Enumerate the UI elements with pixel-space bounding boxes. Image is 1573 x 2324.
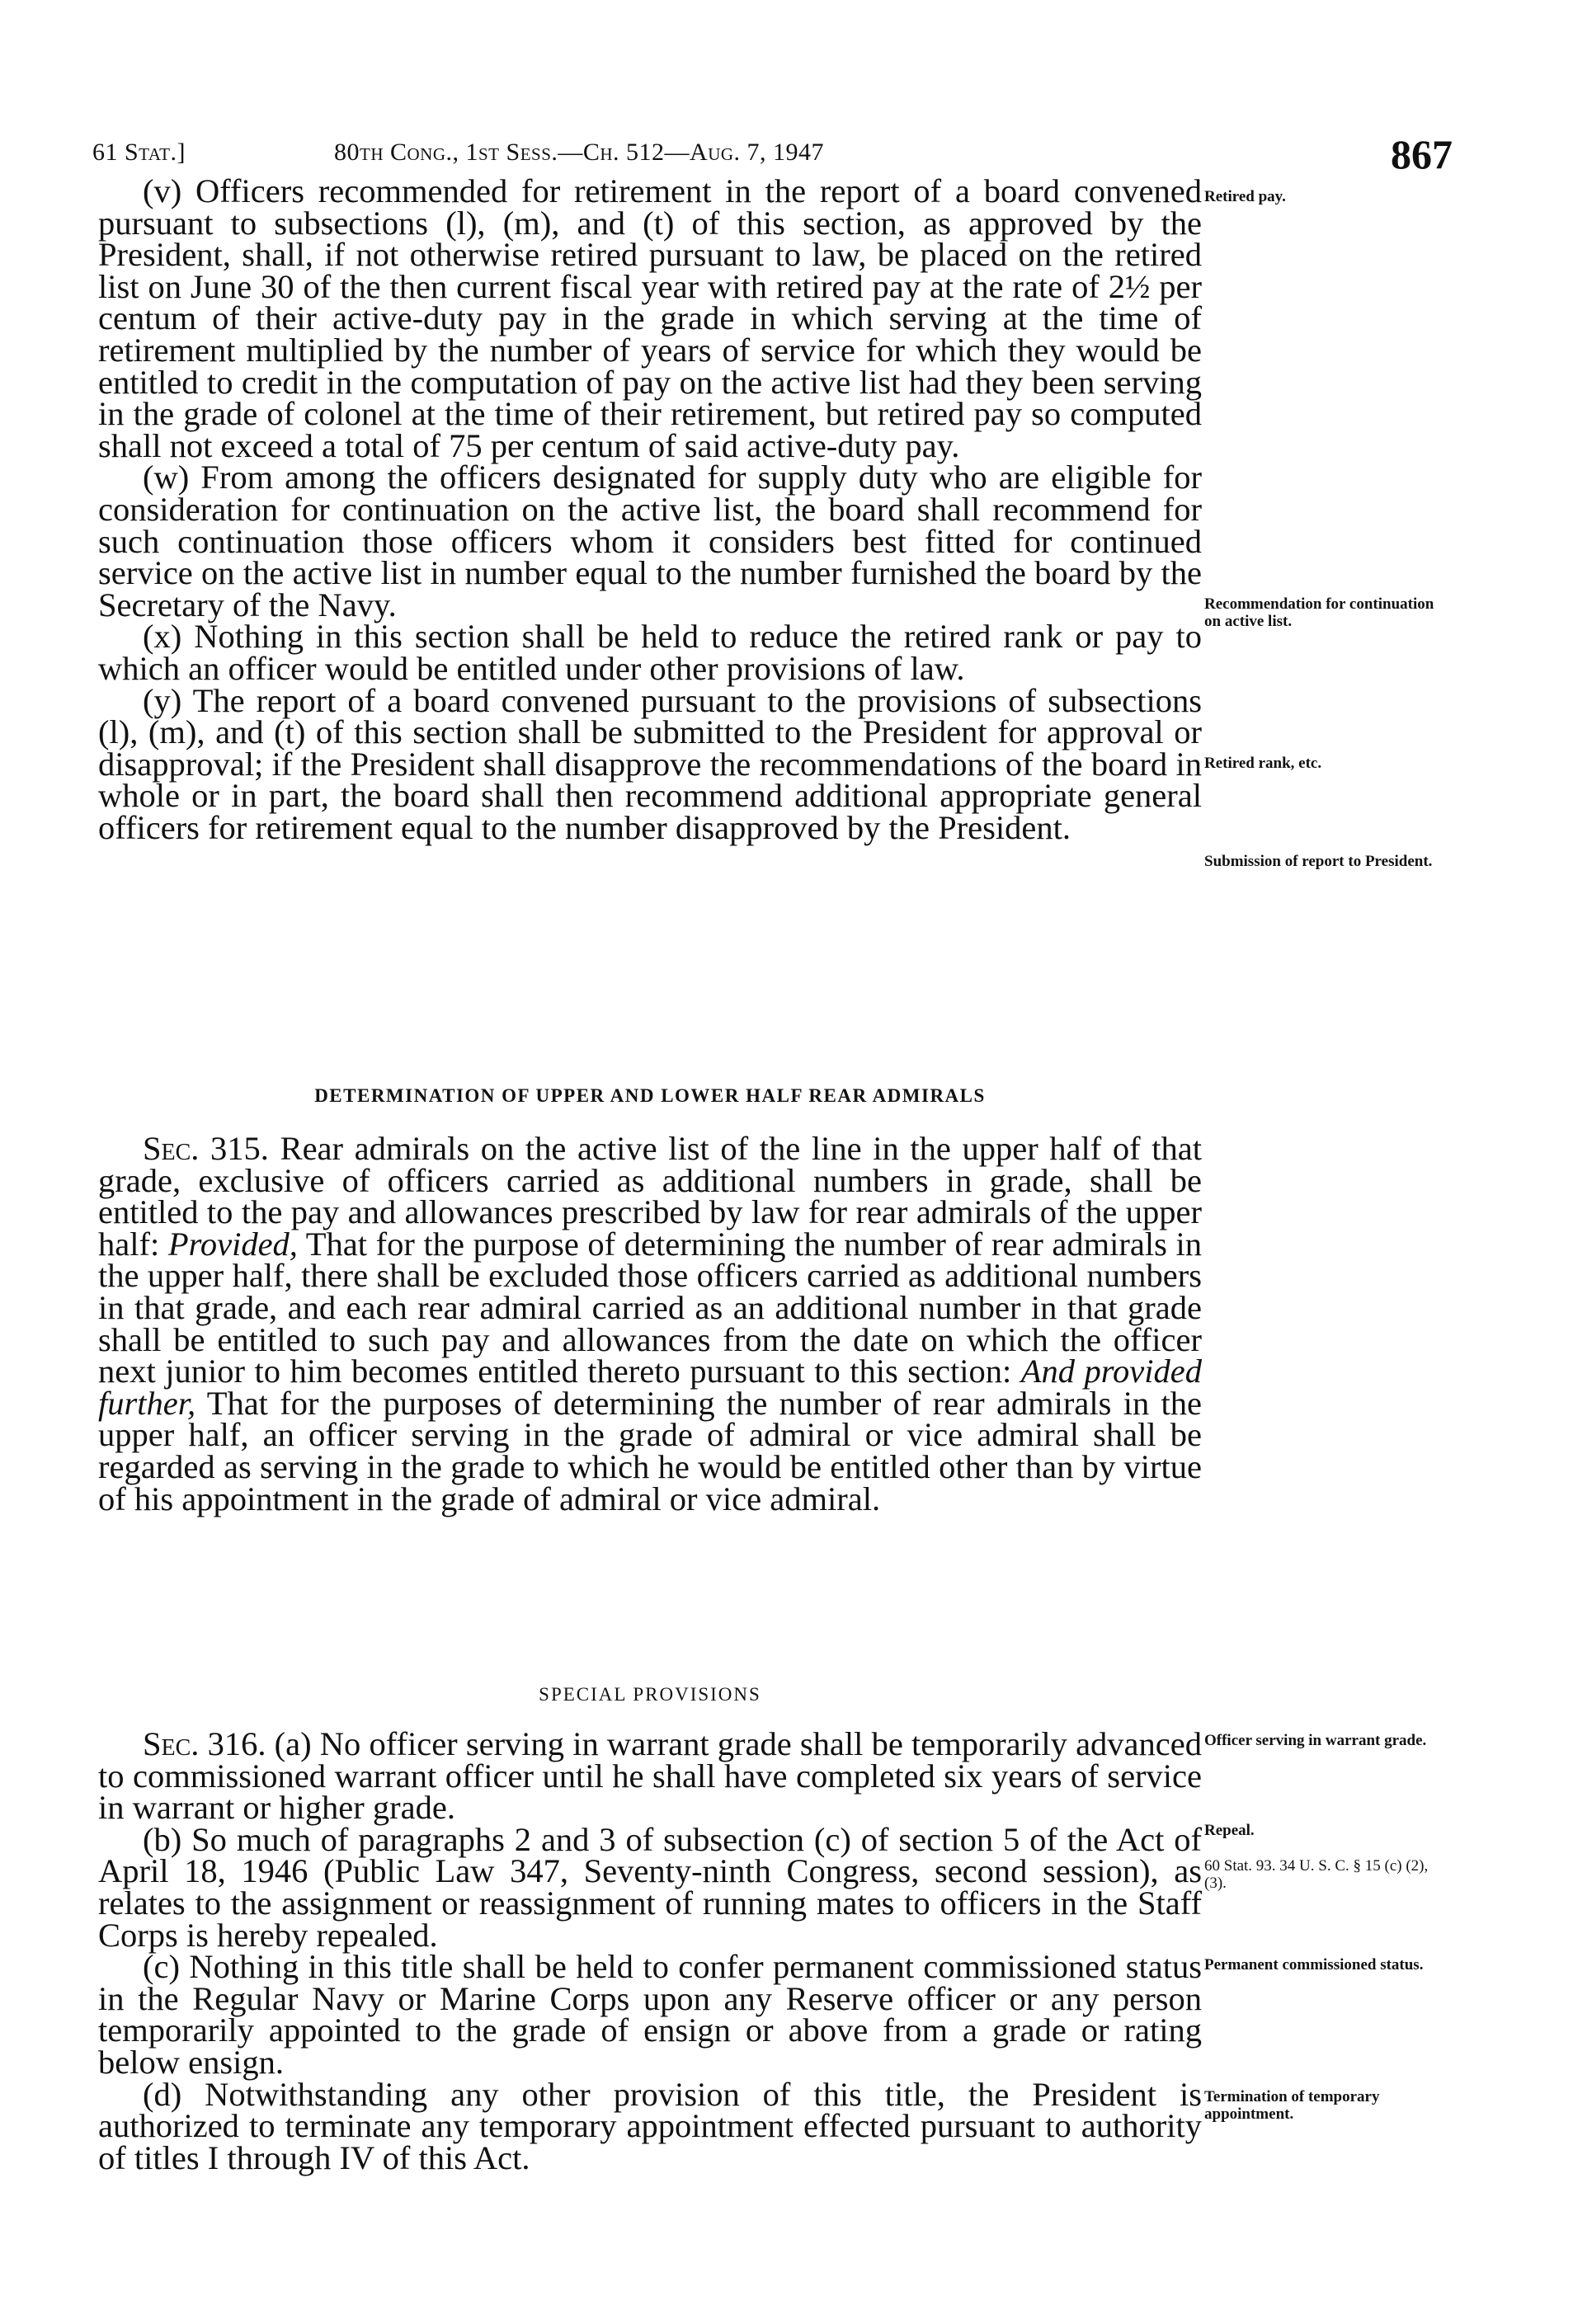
page-number: 867	[1391, 131, 1453, 177]
provided-term: Provided,	[167, 1225, 298, 1263]
section-315-text-3: That for the purposes of determining the number of rear admirals in the upper half, an officer serving in the grade of admiral or vice admiral shall be regarded as serving in the grade to which he would be entitled other than by virtue of his appointment in the grade of admiral or vice admiral.	[98, 1384, 1202, 1517]
section-316-block	[98, 1725, 1202, 2176]
stat-reference: 61 Stat.]	[92, 139, 186, 166]
subsection-x: (x) Nothing in this section shall be held to reduce the retired rank or pay to which an officer would be entitled under other provisions of law.	[98, 618, 1202, 687]
section-316-c: (c) Nothing in this title shall be held to confer permanent commissioned status in the Regular Navy or Marine Corps upon any Reserve officer or any person temporarily appointed to the grade of ensign or above from a grade or rating below ensign.	[98, 1948, 1202, 2081]
margin-note-termination: Termination of temporary appointment.	[1204, 2088, 1380, 2123]
subsections-block	[98, 172, 1202, 846]
section-316-label: Sec. 316.	[143, 1725, 266, 1762]
section-316-a-text: (a) No officer serving in warrant grade shall be temporarily advanced to commissioned warrant officer until he shall have completed six years of service in warrant or higher grade.	[98, 1725, 1202, 1827]
section-315-paragraph	[98, 1130, 1202, 1517]
margin-note-repeal-citation: 60 Stat. 93. 34 U. S. C. § 15 (c) (2), (3).	[1204, 1857, 1429, 1892]
margin-note-retired-rank: Retired rank, etc.	[1204, 755, 1322, 772]
margin-note-submission: Submission of report to President.	[1204, 853, 1433, 870]
margin-note-recommendation: Recommendation for continuation on active list.	[1204, 595, 1434, 630]
section-315-label: Sec. 315.	[143, 1130, 269, 1167]
session-header: 80th Cong., 1st Sess.—Ch. 512—Aug. 7, 1947	[334, 139, 825, 166]
section-316-a	[98, 1725, 1202, 1827]
section-315-text-1: Rear admirals on the active list of the line in the upper half of that grade, exclusive of officers carried as additional numbers in grade, shall be entitled to the pay and allowances prescribed by law for rear admirals of the upper half:	[98, 1130, 1202, 1263]
subsection-v: (v) Officers recommended for retirement in the report of a board convened pursuant to subsections (l), (m), and (t) of this section, as approved by the President, shall, if not otherwise retired pursuant to law, be placed on the retired list on June 30 of the then current fiscal year with retired pay at the rate of 2½ per centum of their active-duty pay in the grade in which serving at the time of retirement multiplied by the number of years of service for which they would be entitled to credit in the computation of pay on the active list had they been serving in the grade of colonel at the time of their retirement, but retired pay so computed shall not exceed a total of 75 per centum of said active-duty pay.	[98, 172, 1202, 464]
section-315-block	[98, 1130, 1202, 1517]
section-315-text-2: That for the purpose of determining the number of rear admirals in the upper half, there shall be excluded those officers carried as additional numbers in that grade, and each rear admiral carried as an additional number in that grade shall be entitled to such pay and allowances from the date on which the officer next junior to him becomes entitled thereto pursuant to this section:	[98, 1225, 1202, 1390]
section-316-heading: SPECIAL PROVISIONS	[539, 1684, 761, 1705]
section-316-b: (b) So much of paragraphs 2 and 3 of subsection (c) of section 5 of the Act of April 18, 1946 (Public Law 347, Seventy-ninth Congress, second session), as relates to the assignment or reassignment of running mates to officers in the Staff Corps is hereby repealed.	[98, 1820, 1202, 1954]
section-316-d: (d) Notwithstanding any other provision of this title, the President is authorized to terminate any temporary appointment effected pursuant to authority of titles I through IV of this Act.	[98, 2075, 1202, 2176]
margin-note-officer-serving: Officer serving in warrant grade.	[1204, 1732, 1427, 1749]
subsection-y: (y) The report of a board convened pursuant to the provisions of subsections (l), (m), and (t) of this section shall be submitted to the President for approval or disapproval; if the President shall disapprove the recommendations of the board in whole or in part, the board shall then recommend additional appropriate general officers for retirement equal to the number disapproved by the President.	[98, 681, 1202, 846]
margin-note-permanent-status: Permanent commissioned status.	[1204, 1956, 1424, 1974]
subsection-w: (w) From among the officers designated for supply duty who are eligible for consideration for continuation on the active list, the board shall recommend for such continuation those officers whom it considers best fitted for continued service on the active list in number equal to the number furnished the board by the Secretary of the Navy.	[98, 459, 1202, 623]
provided-further-term: And provided further,	[98, 1353, 1202, 1422]
margin-note-repeal: Repeal.	[1204, 1822, 1255, 1839]
section-315-heading: DETERMINATION OF UPPER AND LOWER HALF REAR ADMIRALS	[314, 1085, 986, 1106]
margin-note-retired-pay: Retired pay.	[1204, 188, 1286, 205]
